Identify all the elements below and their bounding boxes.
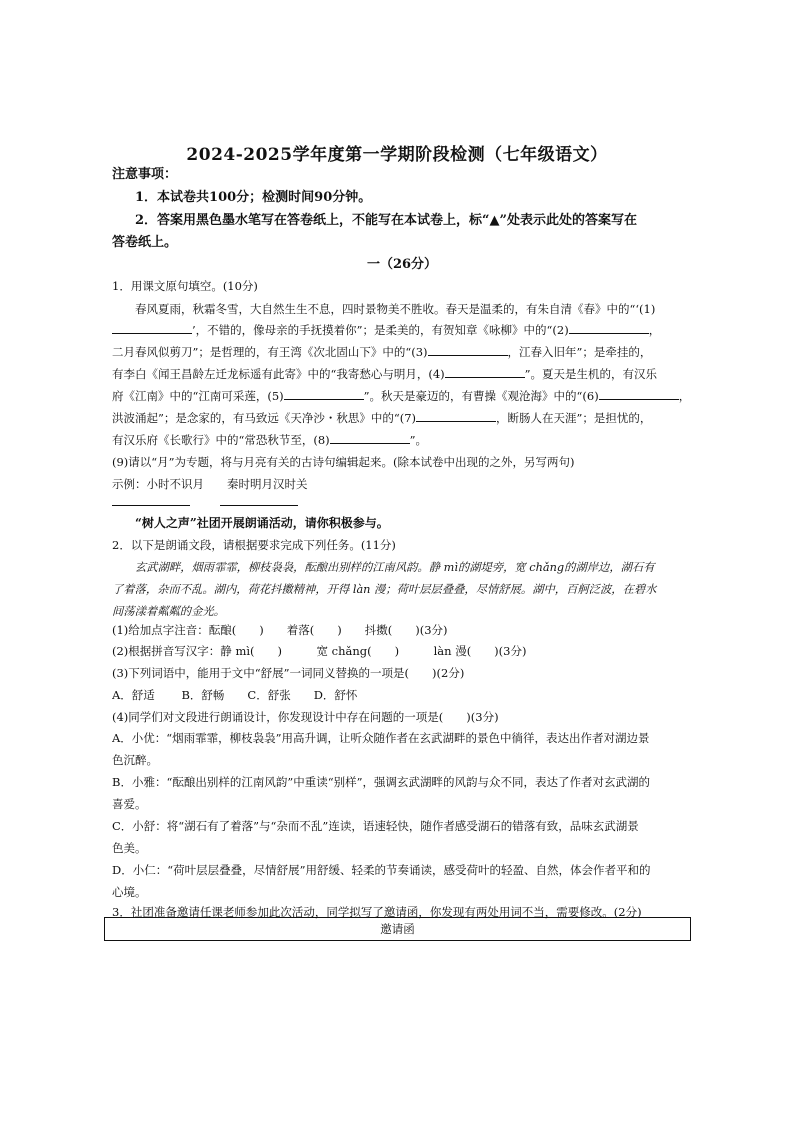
answer-blank-1[interactable] [112,321,192,334]
option-d-line-1: D．小仁：“荷叶层层叠叠，尽情舒展”用舒缓、轻柔的节奏诵读，感受荷叶的轻盈、自然，体会作者平和的 [112,863,651,877]
answer-blank-2[interactable] [569,321,649,334]
q1-line-5: 府《江南》中的“江南可采莲，(5) ”。秋天是豪迈的，有曹操《观沧海》中的“(6) ， [112,389,691,403]
answer-blank-6[interactable] [599,387,679,400]
notes-heading: 注意事项： [112,167,178,182]
q2-sub-3: (3)下列词语中，能用于文中“舒展”一词同义替换的一项是( )(2分) [112,666,465,680]
answer-blank-9b[interactable] [220,505,298,506]
option-b-line-1: B．小雅：“酝酿出别样的江南风韵”中重读“别样”，强调玄武湖畔的风韵与众不同，表达了作者对玄武湖的 [112,775,650,789]
q1-line-3: 二月春风似剪刀”；是哲理的，有王湾《次北固山下》中的“(3) ，江春入旧年”；是牵挂的， [112,345,652,359]
option-b-line-2: 喜爱。 [112,797,147,811]
answer-blank-7[interactable] [416,409,496,422]
option-a-line-2: 色沉醉。 [112,753,158,767]
q2-sub-3-options: A．舒适 B．舒畅 C．舒张 D．舒怀 [112,688,358,702]
question-3-label: 3．社团准备邀请任课老师参加此次活动，同学拟写了邀请函，你发现有两处用词不当，需要修改。(2分) [112,905,642,919]
passage-line-1: 玄武湖畔，烟雨霏霏，柳枝袅袅，酝酿出别样的江南风韵。静 mì的湖堤旁，宽 chǎng的湖岸边，湖石有 [135,561,655,574]
answer-blank-9a[interactable] [112,505,190,506]
note-item-1: 1．本试卷共100分；检测时间90分钟。 [135,190,372,205]
invitation-letter-box [104,917,691,941]
q2-sub-2: (2)根据拼音写汉字：静 mì( ) 宽 chǎng( ) làn 漫( )(3分) [112,644,527,658]
option-c-line-1: C．小舒：将“湖石有了着落”与“杂而不乱”连读，语速轻快，随作者感受湖石的错落有致，品味玄武湖景 [112,819,639,833]
q1-line-7: 有汉乐府《长歌行》中的“常恐秋节至，(8) ”。 [112,433,428,447]
note-item-2: 2．答案用黑色墨水笔写在答卷纸上，不能写在本试卷上，标“▲”处表示此处的答案写在 [135,213,637,228]
q1-part-9: (9)请以“月”为专题，将与月亮有关的古诗句编辑起来。(除本试卷中出现的之外，另写两句) [112,455,575,469]
passage-line-3: 间荡漾着粼粼的金光。 [112,605,225,618]
answer-blank-3[interactable] [428,343,508,356]
section-heading: 一（26分） [366,257,438,272]
club-activity-heading: “树人之声”社团开展朗诵活动，请你积极参与。 [135,516,389,530]
page-title: 2024-2025学年度第一学期阶段检测（七年级语文） [186,145,608,165]
answer-blank-8[interactable] [330,431,410,444]
invitation-letter-title: 邀请函 [380,922,415,936]
option-d-line-2: 心境。 [112,885,147,899]
q1-line-2: ’，不错的，像母亲的手抚摸着你”；是柔美的，有贺知章《咏柳》中的“(2) ， [112,320,692,341]
option-c-line-2: 色美。 [112,841,147,855]
passage-line-2: 了着落，杂而不乱。湖内，荷花抖擞精神，开得 làn 漫；荷叶层层叠叠，尽情舒展。湖中，百舸泛波，在碧水 [112,583,657,596]
answer-blank-4[interactable] [445,365,525,378]
question-2-label: 2．以下是朗诵文段，请根据要求完成下列任务。(11分) [112,538,396,552]
q1-line-6: 洪波涌起”；是念家的，有马致远《天净沙・秋思》中的“(7) ，断肠人在天涯”；是担忧的， [112,411,652,425]
q2-sub-1: (1)给加点字注音：酝酿( ) 着落( ) 抖擞( )(3分) [112,623,448,637]
answer-blank-5[interactable] [284,387,364,400]
note-item-2-cont: 答卷纸上。 [112,235,178,250]
q1-line-1: 春风夏雨，秋霜冬雪，大自然生生不息，四时景物美不胜收。春天是温柔的，有朱自清《春》中的“‘(1) [135,302,656,316]
q2-sub-4: (4)同学们对文段进行朗诵设计，你发现设计中存在问题的一项是( )(3分) [112,710,499,724]
q1-example: 示例：小时不识月 秦时明月汉时关 [112,477,308,491]
question-1-label: 1．用课文原句填空。(10分) [112,279,258,293]
q1-line-4: 有李白《闻王昌龄左迁龙标遥有此寄》中的“我寄愁心与明月，(4) ”。夏天是生机的，有汉乐 [112,367,658,381]
option-a-line-1: A．小优：“烟雨霏霏，柳枝袅袅”用高升调，让听众随作者在玄武湖畔的景色中徜徉，表达出作者对湖边景 [112,731,650,745]
